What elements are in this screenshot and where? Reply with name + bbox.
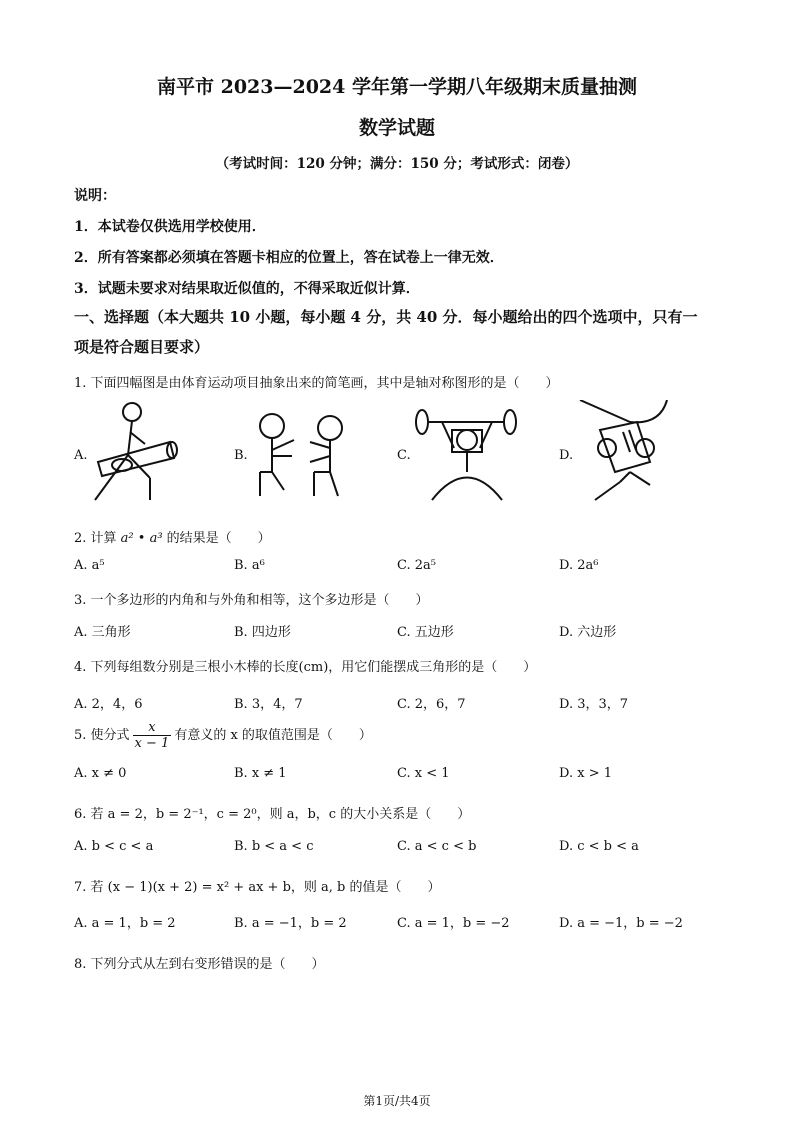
q4-option-a: A. 2，4，6 [74,697,143,712]
section1-heading [74,302,724,362]
question-1-stem: 1. 下面四幅图是由体育运动项目抽象出来的简笔画，其中是轴对称图形的是（ ） [74,376,559,391]
question-3-stem: 3. 一个多边形的内角和与外角和相等，这个多边形是（ ） [74,593,429,608]
q5-option-b: B. x ≠ 1 [234,766,287,781]
figure-a-rower-icon [90,400,200,510]
q5-stem-pre: 5. 使分式 [74,728,130,743]
q2-stem-post: 的结果是（ ） [162,531,271,546]
q7-option-c: C. a = 1，b = −2 [397,916,510,931]
figure-c-weightlifter-icon [412,400,522,510]
page-subtitle: 数学试题 [358,117,435,139]
q1-option-b: B. [234,448,248,463]
q6-option-b: B. b < a < c [234,839,314,854]
q6-option-a: A. b < c < a [74,839,154,854]
q4-option-d: D. 3，3，7 [559,697,629,712]
q7-option-b: B. a = −1，b = 2 [234,916,347,931]
q2-option-c: C. 2a⁵ [397,558,436,573]
q4-option-b: B. 3，4，7 [234,697,303,712]
q5-option-c: C. x < 1 [397,766,450,781]
question-8-stem: 8. 下列分式从左到右变形错误的是（ ） [74,957,325,972]
q5-stem-post: 有意义的 x 的取值范围是（ ） [174,728,372,743]
question-2-stem [74,527,271,546]
q2-expression: a² • a³ [120,531,163,546]
section1-heading-line1: 一、选择题（本大题共 10 小题，每小题 4 分，共 40 分．每小题给出的四个选项中，只有一 [74,308,698,326]
q3-option-d: D. 六边形 [559,625,617,640]
question-5-stem [74,720,372,751]
q6-option-d: D. c < b < a [559,839,639,854]
q1-option-c: C. [397,448,411,463]
note-item-2: 2．所有答案都必须填在答题卡相应的位置上，答在试卷上一律无效． [74,250,504,266]
q1-option-a: A. [74,448,88,463]
q1-option-d: D. [559,448,574,463]
q2-stem-pre: 2. 计算 [74,531,121,546]
q7-option-d: D. a = −1，b = −2 [559,916,683,931]
page-title: 南平市 2023—2024 学年第一学期八年级期末质量抽测 [157,76,637,98]
question-7-stem: 7. 若 (x − 1)(x + 2) = x² + ax + b，则 a, b 的值是（ ） [74,880,441,895]
q3-option-b: B. 四边形 [234,625,291,640]
q3-option-a: A. 三角形 [74,625,131,640]
q5-fraction [133,720,172,751]
q7-option-a: A. a = 1，b = 2 [74,916,176,931]
note-item-3: 3．试题未要求对结果取近似值的，不得采取近似计算． [74,281,420,297]
q2-option-a: A. a⁵ [74,558,105,573]
section1-heading-line2: 项是符合题目要求） [74,338,210,356]
q5-option-a: A. x ≠ 0 [74,766,127,781]
q5-fraction-denominator: x − 1 [134,736,170,751]
notes-heading: 说明： [74,188,116,204]
question-4-stem: 4. 下列每组数分别是三根小木棒的长度(cm)，用它们能摆成三角形的是（ ） [74,660,537,675]
q4-option-c: C. 2，6，7 [397,697,466,712]
exam-info: （考试时间：120 分钟；满分：150 分；考试形式：闭卷） [215,156,579,172]
figure-b-boxers-icon [252,400,362,510]
figure-d-gymnast-icon [575,400,685,510]
q2-option-d: D. 2a⁶ [559,558,599,573]
q5-fraction-numerator: x [133,720,172,736]
question-6-stem: 6. 若 a = 2，b = 2⁻¹，c = 2⁰，则 a，b，c 的大小关系是（ ） [74,807,471,822]
q3-option-c: C. 五边形 [397,625,454,640]
note-item-1: 1．本试卷仅供选用学校使用． [74,219,266,235]
q5-option-d: D. x > 1 [559,766,612,781]
q2-option-b: B. a⁶ [234,558,265,573]
q6-option-c: C. a < c < b [397,839,477,854]
page-footer: 第1页/共4页 [363,1094,431,1108]
